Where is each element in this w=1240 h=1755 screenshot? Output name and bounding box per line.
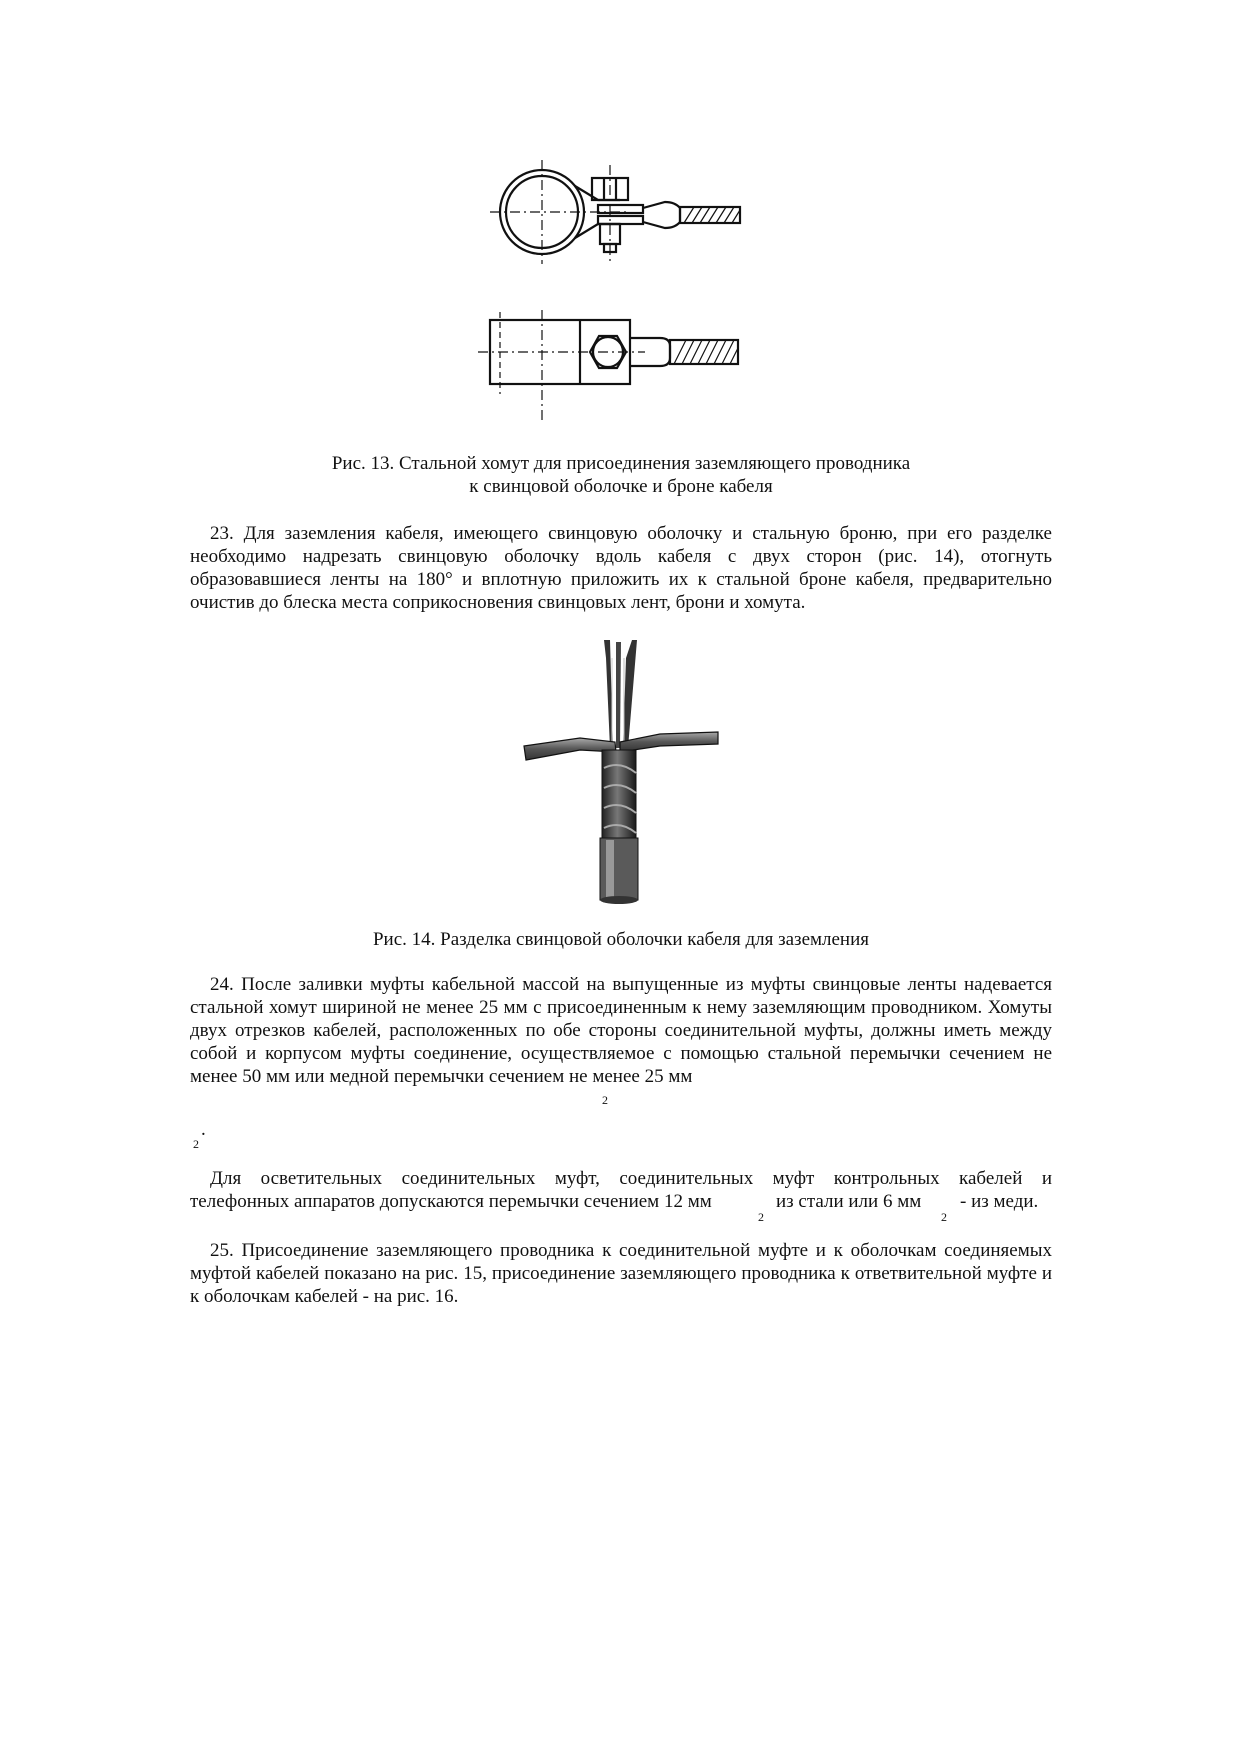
paragraph-24-superscript-b: 2 <box>193 1137 199 1151</box>
figure-14-caption: Рис. 14. Разделка свинцовой оболочки кабеля для заземления <box>372 929 870 950</box>
paragraph-24-superscript-a: 2 <box>602 1093 608 1107</box>
lighting-line2-part-b: из стали или 6 мм <box>776 1191 922 1212</box>
lighting-line1-text: Для осветительных соединительных муфт, соединительных муфт контрольных кабелей и <box>210 1168 1052 1189</box>
lighting-superscript-b: 2 <box>941 1210 947 1224</box>
lighting-superscript-a: 2 <box>758 1210 764 1224</box>
paragraph-24: 24. После заливки муфты кабельной массой на выпущенные из муфты свинцовые ленты надевается стальной хомут шириной не менее 25 мм с присоединенным к нему заземляющим проводником. Хомуты двух отрезков кабелей, расположенных по обе стороны соединительной муфты, должны иметь между собой и корпусом муфты соединение, осуществляемое с помощью стальной перемычки сечением не менее 50 мм или медной перемычки сечением не менее 25 мм <box>190 974 1052 1087</box>
figure-13-clamp-drawing <box>470 150 770 430</box>
figure-13-caption-line1: Рис. 13. Стальной хомут для присоединения заземляющего проводника <box>331 453 911 474</box>
lighting-line2-part-c: - из меди. <box>960 1191 1039 1212</box>
figure-14-cable-photo <box>520 638 730 908</box>
paragraph-25: 25. Присоединение заземляющего проводника к соединительной муфте и к оболочкам соединяемых муфтой кабелей показано на рис. 15, присоединение заземляющего проводника к ответвительной муфте и к оболочкам кабелей - на рис. 16. <box>190 1240 1052 1307</box>
paragraph-24-tail: . <box>201 1119 206 1140</box>
lighting-paragraph-line1 <box>190 1167 1052 1190</box>
paragraph-23: 23. Для заземления кабеля, имеющего свинцовую оболочку и стальную броню, при его разделке необходимо надрезать свинцовую оболочку вдоль кабеля с двух сторон (рис. 14), отогнуть образовавшиеся ленты на 180° и вплотную приложить их к стальной броне кабеля, предварительно очистив до блеска места соприкосновения свинцовых лент, брони и хомута. <box>190 523 1052 613</box>
figure-13-caption-line2: к свинцовой оболочке и броне кабеля <box>469 476 773 497</box>
lighting-line2-part-a: телефонных аппаратов допускаются перемычки сечением 12 мм <box>190 1191 712 1212</box>
